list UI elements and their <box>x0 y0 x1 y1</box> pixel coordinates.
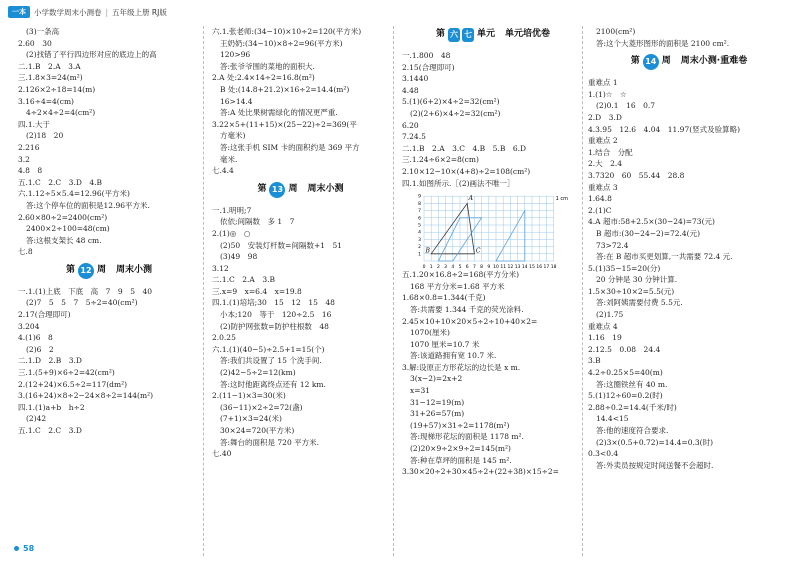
answer-line: 一.1.800 48 <box>402 51 451 60</box>
answer-line: 答:种在草坪的面积是 145 m². <box>410 455 512 465</box>
answer-block <box>402 269 582 478</box>
answer-line: 0.3<0.4 <box>588 449 619 459</box>
answer-line: 答:张爷爷围的菜地的面积大. <box>220 61 315 71</box>
answer-line: 三.1.(5+9)×6÷2=42(cm²) <box>18 368 115 378</box>
answer-line: 3.B <box>588 356 601 366</box>
answer-line: 六.1.12÷5×5.4=12.96(平方米) <box>18 189 130 199</box>
answer-line: 答:外卖员按规定时间送餐不会超时. <box>596 460 714 470</box>
section-header-week13 <box>212 177 387 205</box>
answer-block <box>18 26 198 258</box>
answer-line: 3.12 <box>212 263 229 273</box>
page-number <box>14 544 34 553</box>
answer-line: 答:这根支架长 48 cm. <box>26 235 102 245</box>
answer-line: 答:共需要 1.344 千克的荧光涂料. <box>410 304 524 314</box>
answer-line: (3)一条高 <box>26 27 60 36</box>
answer-line: 4.(1)6 8 <box>18 333 53 343</box>
answer-line: 3.16÷4=4(cm) <box>18 96 74 106</box>
x-tick-label: 7 <box>472 265 476 271</box>
y-tick-label: 8 <box>418 202 421 208</box>
answer-line: 4.48 <box>402 85 419 95</box>
x-tick-label: 10 <box>493 265 499 271</box>
answer-line: 4.A 超市:58+2.5×(30−24)=73(元) <box>588 217 715 227</box>
x-tick-label: 6 <box>465 265 469 271</box>
column-3 <box>402 26 582 478</box>
week-number-badge: 12 <box>78 263 94 279</box>
series-logo: 一本 <box>8 6 30 18</box>
answer-line: 5.(1)(6+2)×4÷2=32(cm²) <box>402 97 500 107</box>
grade-label: 五年级上册 RJ版 <box>112 7 167 17</box>
answer-line: 4.2÷0.25×5=40(m) <box>588 368 663 378</box>
answer-line: 3.解:设原正方形花坛的边长是 x m. <box>402 362 521 372</box>
answer-line: (2)6 2 <box>26 344 54 354</box>
vertex-label: B <box>425 247 430 255</box>
answer-line: (2)3×(0.5+0.72)=14.4=0.3(时) <box>596 437 713 447</box>
answer-line: 2.88÷0.2=14.4(千米/时) <box>588 402 677 412</box>
answer-line: (2)42 <box>26 414 47 424</box>
answer-line: 3.7320 60 55.44 28.8 <box>588 170 685 180</box>
answer-line: 2.A 处:2.4×14÷2=16.8(m²) <box>212 73 315 83</box>
answer-line: 30×24=720(平方米) <box>220 426 295 435</box>
answer-line: 三.x=9 x=6.4 x=19.8 <box>212 286 302 296</box>
answer-line: 重难点 4 <box>588 321 618 331</box>
answer-line: (2)防护网张数=防护柱根数 48 <box>220 321 329 331</box>
section-suffix: 单元 <box>476 29 495 40</box>
answer-block <box>18 286 198 437</box>
week-number-badge: 13 <box>269 182 285 198</box>
section-suffix: 周 <box>288 183 298 194</box>
answer-line: 1070 厘米=10.7 米 <box>410 339 480 349</box>
y-tick-label: 6 <box>418 216 421 222</box>
section-suffix: 周 <box>661 56 671 67</box>
answer-line: 答:舞台的面积是 720 平方米. <box>220 437 319 447</box>
section-title: 周末小测·重难卷 <box>680 56 748 67</box>
x-tick-label: 13 <box>514 265 521 271</box>
answer-line: 73>72.4 <box>596 240 629 250</box>
answer-line: 答:现梯形花坛的面积是 1178 m². <box>410 432 524 442</box>
answer-line: 20 分钟是 30 分钟计算. <box>596 275 678 285</box>
answer-line: 重难点 1 <box>588 78 618 88</box>
x-tick-label: 11 <box>500 265 507 271</box>
answer-line: 2.D 3.D <box>588 112 622 122</box>
answer-line: 4.3.95 12.6 4.04 11.97(竖式及验算略) <box>588 124 741 134</box>
answer-line: 1.(1)☆ ☆ <box>588 89 627 99</box>
x-tick-label: 1 <box>429 265 433 271</box>
answer-line: 答:他的速度符合要求. <box>596 426 669 435</box>
x-tick-label: 12 <box>507 265 514 271</box>
answer-line: 七.40 <box>212 449 232 459</box>
y-tick-label: 3 <box>418 238 421 244</box>
answer-line: 依依;间隔数 多 1 7 <box>220 217 295 227</box>
grid-figure <box>416 191 568 271</box>
answer-line: 3.22×5+(11+15)×(25−22)÷2=369(平 <box>212 119 357 129</box>
answer-line: 1.5×30÷10×2=5.5(元) <box>588 286 675 296</box>
answer-line: 2.大 2.4 <box>588 159 623 169</box>
answer-line: (2)42−5÷2=12(km) <box>220 368 296 378</box>
answer-line: 3.1440 <box>402 74 429 84</box>
x-tick-label: 14 <box>521 265 528 271</box>
vertex-label: A <box>468 194 473 202</box>
page-number-text: 58 <box>23 544 35 553</box>
answer-line: 16>14.4 <box>220 96 253 106</box>
vertex-label: C <box>475 247 481 255</box>
answer-line: 一.1.明明;7 <box>212 205 252 215</box>
x-tick-label: 0 <box>422 265 426 271</box>
answer-line: 四.1.大于 <box>18 119 51 129</box>
unit-number-badge: 七 <box>462 28 474 42</box>
answer-line: 2.0.25 <box>212 333 236 343</box>
answer-line: 5.(1)12÷60=0.2(时) <box>588 391 663 401</box>
answer-line: 2.(11−1)×3=30(米) <box>212 391 286 401</box>
answer-line: 2.216 <box>18 142 40 152</box>
section-prefix: 第 <box>257 183 267 194</box>
answer-line: 一.1.(1)上底 下底 高 7 9 5 40 <box>18 286 153 296</box>
answer-line: 1070(厘米) <box>410 328 450 338</box>
answer-line: 答:这个大菱形图形的面积是 2100 cm². <box>596 38 730 48</box>
x-tick-label: 2 <box>436 265 440 271</box>
page-header <box>8 6 167 18</box>
answer-line: 四.1.(1)a+b h÷2 <box>18 402 85 412</box>
answer-line: 6.20 <box>402 120 419 130</box>
answer-line: 二.1.B 2.A 3.C 4.B 5.B 6.D <box>402 143 527 153</box>
x-tick-label: 15 <box>529 265 535 271</box>
section-prefix: 第 <box>435 29 445 40</box>
answer-line: 120>96 <box>220 50 251 60</box>
answer-line: 2.15(合理即可) <box>402 62 455 72</box>
answer-line: 二.1.C 2.A 3.B <box>212 275 276 285</box>
answer-line: 答:这圈铁丝有 40 m. <box>596 379 668 389</box>
unit-label: 1 cm <box>555 196 568 203</box>
answer-line: (2)1.75 <box>596 310 624 320</box>
answer-line: 答:刘阿姨需要付费 5.5元. <box>596 298 683 308</box>
column-4 <box>588 26 788 471</box>
answer-line: 2.12.5 0.08 24.4 <box>588 344 661 354</box>
answer-line: 1.64.8 <box>588 194 612 204</box>
column-divider <box>582 26 583 556</box>
answer-line: 31+26=57(m) <box>410 409 465 419</box>
answer-line: 1.16 19 <box>588 333 622 343</box>
answer-line: 3.204 <box>18 321 40 331</box>
answer-line: (7+1)×3=24(米) <box>220 414 282 424</box>
section-header-week12 <box>18 258 198 286</box>
answer-line: 毫米. <box>220 154 238 164</box>
answer-line: 2.45×10+10×20×5÷2÷10+40×2= <box>402 316 538 326</box>
answer-line: 2100(cm²) <box>596 27 636 36</box>
x-tick-label: 4 <box>451 265 455 271</box>
section-title: 周末小测 <box>116 265 153 276</box>
column-divider <box>393 26 394 556</box>
answer-line: 5.(1)35−15=20(分) <box>588 263 661 273</box>
section-header-week14 <box>588 49 788 77</box>
answer-block <box>212 26 387 177</box>
answer-line: 答:这张手机 SIM 卡的面积约是 369 平方 <box>220 142 360 152</box>
answer-line: (2)7 5 5 7 5÷2=40(cm²) <box>26 298 138 308</box>
answer-line: 2.10×12−10×(4+8)÷2=108(cm²) <box>402 166 531 176</box>
answer-line: 7.24.5 <box>402 132 426 142</box>
y-tick-label: 9 <box>418 194 421 200</box>
answer-block <box>212 205 387 460</box>
x-tick-label: 9 <box>487 265 491 271</box>
answer-line: 答:该道路拥有宽 10.7 米. <box>410 351 497 361</box>
week-number-badge: 14 <box>643 54 659 70</box>
answer-line: 4÷2×4÷2=4(cm²) <box>26 108 96 118</box>
answer-line: 3.30×20÷2+30×45÷2+(22+38)×15÷2= <box>402 467 559 477</box>
y-tick-label: 2 <box>418 245 421 251</box>
answer-line: 答:这个停车位的面积是12.96平方米. <box>26 200 150 210</box>
answer-line: (2)18 20 <box>26 131 64 141</box>
column-1 <box>18 26 198 437</box>
y-tick-label: 7 <box>418 209 421 215</box>
answer-line: 168 平方分米=1.68 平方米 <box>410 281 505 291</box>
answer-line: 3.(16+24)×8÷2−24×8÷2=144(m²) <box>18 391 153 401</box>
header-separator: | <box>105 7 109 17</box>
answer-line: 2.(1)C <box>588 205 612 215</box>
answer-line: 二.1.D 2.B 3.D <box>18 356 82 366</box>
answer-line: (3)49 98 <box>220 252 258 262</box>
answer-line: 方毫米) <box>220 131 246 141</box>
answer-line: (36−11)×2÷2=72(盏) <box>220 402 303 412</box>
answer-line: 四.1.(1)培培;30 15 12 15 48 <box>212 298 335 308</box>
answer-line: 2.60×80÷2=2400(cm²) <box>18 212 108 222</box>
answer-line: 七.8 <box>18 247 33 257</box>
answer-line: 答:这时他距离终点还有 12 km. <box>220 379 326 389</box>
answer-line: 答:A 处比果树需绿化的情况更严重. <box>220 108 338 118</box>
answer-line: 3.2 <box>18 154 30 164</box>
answer-line: 2400×2÷100=48(cm) <box>26 224 110 234</box>
answer-line: 五.1.C 2.C 3.D <box>18 426 82 435</box>
answer-line: (2)找错了平行四边形对应的底边上的高 <box>26 50 157 60</box>
section-header-unit <box>402 22 582 50</box>
y-tick-label: 4 <box>418 230 421 236</box>
section-prefix: 第 <box>65 265 75 276</box>
answer-line: 4.8 8 <box>18 166 43 176</box>
answer-line: 1.结合 分配 <box>588 147 633 157</box>
answer-line: 答:我们共设置了 15 个洗手间. <box>220 356 322 366</box>
answer-line: 王奶奶:(34−10)×8÷2=96(平方米) <box>220 38 343 48</box>
x-tick-label: 3 <box>444 265 448 271</box>
y-tick-label: 5 <box>418 223 421 229</box>
section-title: 单元培优卷 <box>505 29 551 40</box>
answer-line: 六.1.(1)(40−5)÷2.5+1=15(个) <box>212 344 325 354</box>
answer-line: 二.1.B 2.A 3.A <box>18 61 81 71</box>
answer-line: 31−12=19(m) <box>410 397 465 407</box>
y-tick-label: 1 <box>418 252 421 258</box>
answer-line: 重难点 3 <box>588 182 618 192</box>
answer-line: 七.4.4 <box>212 166 234 176</box>
answer-line: B 处:(14.8+21.2)×16÷2=14.4(m²) <box>220 84 350 94</box>
answer-line: (2)50 安装灯杆数=间隔数+1 51 <box>220 240 343 250</box>
answer-line: 2.60 30 <box>18 38 52 48</box>
column-2 <box>212 26 387 460</box>
x-tick-label: 18 <box>550 265 557 271</box>
page-marker-icon <box>14 546 19 551</box>
answer-line: (2)20×9÷2×9÷2=145(m²) <box>410 444 511 454</box>
answer-line: 1.68×0.8=1.344(千克) <box>402 293 486 303</box>
answer-block <box>588 26 788 49</box>
answer-line: B 超市:(30−24−2)=72.4(元) <box>596 228 701 238</box>
x-tick-label: 5 <box>458 265 462 271</box>
answer-line: 三.1.24÷6×2=8(cm) <box>402 155 479 165</box>
answer-line: 答:在 B 超市买更划算,一共需要 72.4 元. <box>596 252 733 262</box>
answer-line: 三.1.8×3=24(m²) <box>18 73 83 83</box>
x-tick-label: 17 <box>543 265 550 271</box>
answer-line: 2.(12+24)×6.5÷2=117(dm²) <box>18 379 128 389</box>
grid-diagram <box>416 191 576 273</box>
answer-line: 五.1.C 2.C 3.D 4.B <box>18 177 103 187</box>
section-title: 周末小测 <box>307 183 344 194</box>
answer-line: 小本;120 等于 120÷2.5 16 <box>220 310 332 320</box>
section-prefix: 第 <box>630 56 640 67</box>
x-tick-label: 16 <box>536 265 543 271</box>
answer-line: 2.126×2÷18=14(m) <box>18 84 96 94</box>
answer-line: 3(x−2)=2x+2 <box>410 374 463 384</box>
answer-line: (19+57)×31÷2=1178(m²) <box>410 420 510 430</box>
answer-line: 2.(1)◎ ○ <box>212 228 251 238</box>
section-suffix: 周 <box>96 265 106 276</box>
x-tick-label: 8 <box>480 265 484 271</box>
answer-line: 四.1.如图所示.［(2)画法不唯一］ <box>402 178 515 188</box>
answer-line: 重难点 2 <box>588 136 618 146</box>
column-divider <box>203 26 204 556</box>
answer-line: (2)(2+6)×4÷2=32(cm²) <box>410 108 501 118</box>
answer-line: 六.1.张老师:(34−10)×10÷2=120(平方米) <box>212 27 362 36</box>
answer-line: x=31 <box>410 386 431 396</box>
answer-block <box>402 50 582 189</box>
answer-block <box>588 77 788 471</box>
book-title: 小学数学周末小测卷 <box>34 7 102 17</box>
answer-line: (2)0.1 16 0.7 <box>596 101 656 111</box>
answer-line: 14.4<15 <box>596 414 629 424</box>
unit-number-badge: 六 <box>448 28 460 42</box>
answer-line: 五.1.20×16.8÷2=168(平方分米) <box>402 270 520 280</box>
answer-line: 2.17(合理即可) <box>18 310 71 320</box>
